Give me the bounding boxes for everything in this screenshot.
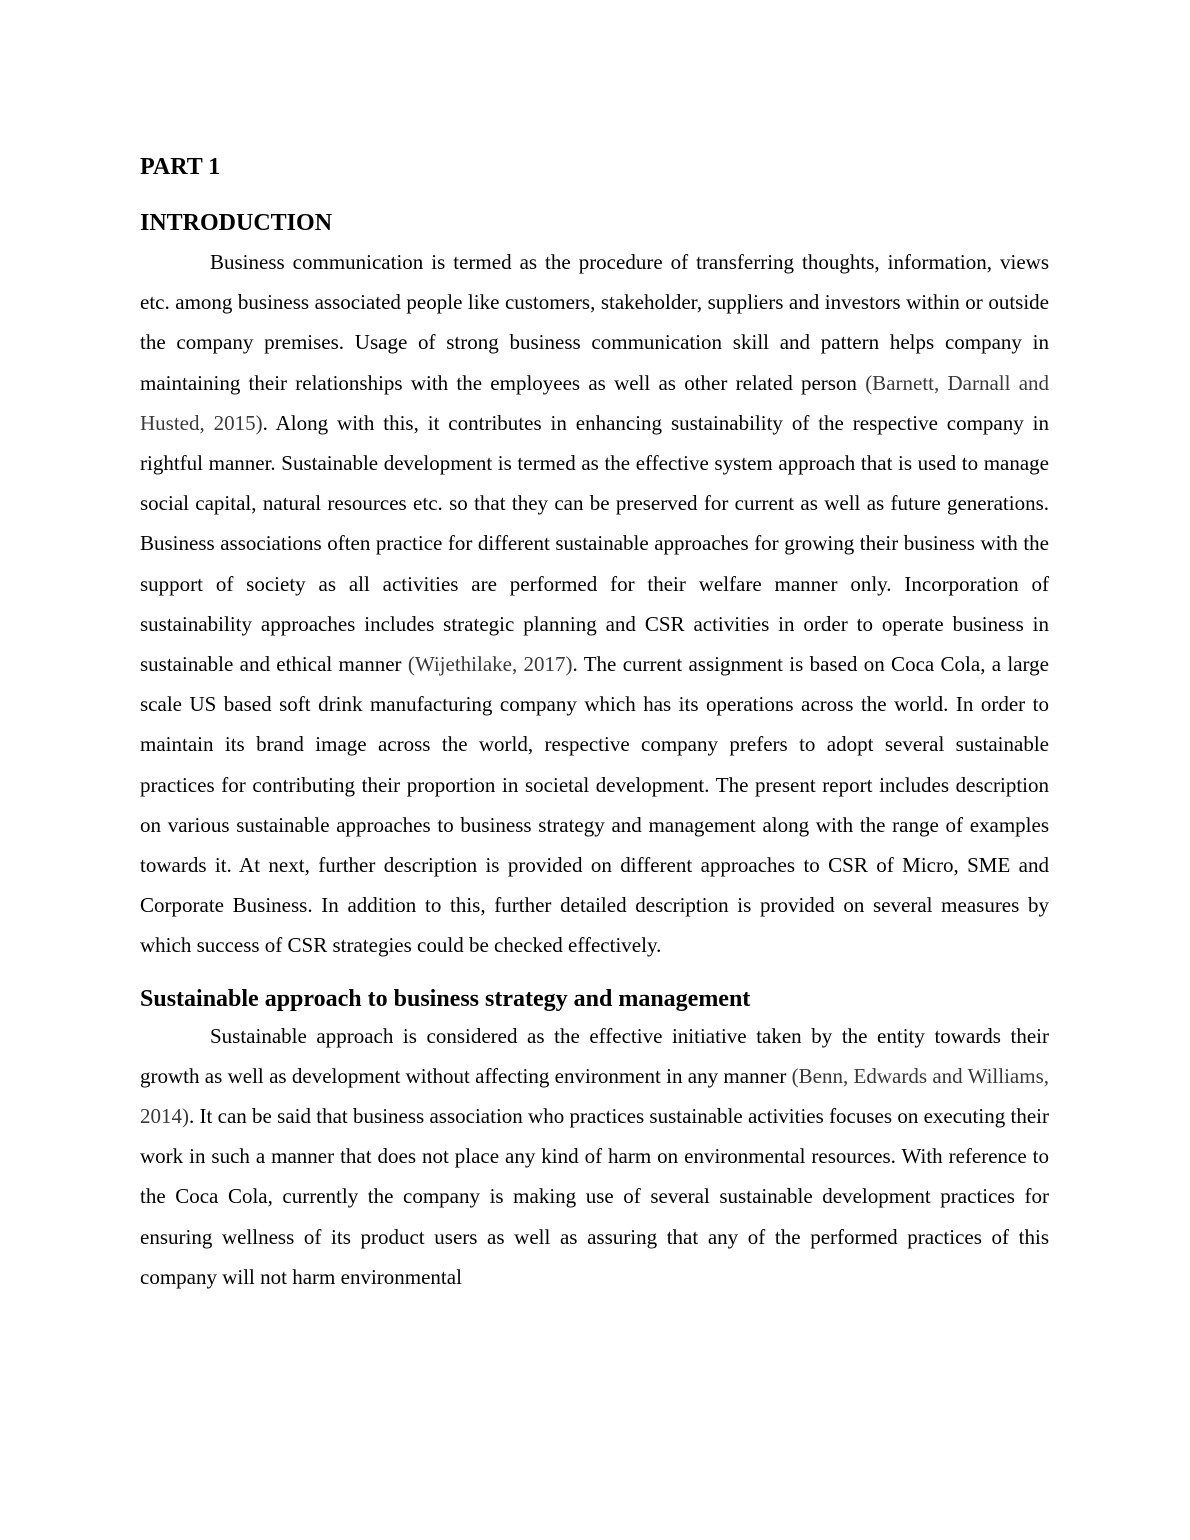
- citation-barnett: (Barnett, Darnall and Husted, 2015): [140, 370, 1050, 435]
- sustainable-approach-paragraph: [140, 1016, 1049, 1297]
- intro-text-1: Business communication is termed as the procedure of transferring thoughts, information, views etc. among business associated people like customers, stakeholder, suppliers and investors within or outside the company premises. Usage of strong business communication skill and pattern helps company in maintaining their relationships with the employees as well as other related person: [140, 250, 1049, 395]
- intro-text-3: . The current assignment is based on Coca Cola, a large scale US based soft drink manufacturing company which has its operations across the world. In order to maintain its brand image across the world, respective company prefers to adopt several sustainable practices for contributing their proportion in societal development. The present report includes description on various sustainable approaches to business strategy and management along with the range of examples towards it. At next, further description is provided on different approaches to CSR of Micro, SME and Corporate Business. In addition to this, further detailed description is provided on several measures by which success of CSR strategies could be checked effectively.: [140, 652, 1049, 958]
- sustainable-text-2: . It can be said that business association who practices sustainable activities focuses on executing their work in such a manner that does not place any kind of harm on environmental resources. With reference to the Coca Cola, currently the company is making use of several sustainable development practices for ensuring wellness of its product users as well as assuring that any of the performed practices of this company will not harm environmental: [140, 1104, 1049, 1289]
- citation-benn: (Benn, Edwards and Williams, 2014): [140, 1063, 1049, 1129]
- sustainable-approach-heading: Sustainable approach to business strategy and management: [140, 985, 751, 1012]
- document-page: [140, 150, 1049, 1297]
- intro-text-2: . Along with this, it contributes in enhancing sustainability of the respective company in rightful manner. Sustainable development is termed as the effective system approach that is used to manage social capital, natural resources etc. so that they can be preserved for current as well as future generations. Business associations often practice for different sustainable approaches for growing their business with the support of society as all activities are performed for their welfare manner only. Incorporation of sustainability approaches includes strategic planning and CSR activities in order to operate business in sustainable and ethical manner: [140, 410, 1049, 677]
- sustainable-text-1: Sustainable approach is considered as the effective initiative taken by the entity towards their growth as well as development without affecting environment in any manner: [140, 1023, 1049, 1088]
- introduction-heading: INTRODUCTION: [140, 210, 333, 236]
- citation-wijethilake: (Wijethilake, 2017): [407, 652, 573, 677]
- part-heading: PART 1: [140, 154, 221, 180]
- introduction-paragraph: [140, 242, 1049, 966]
